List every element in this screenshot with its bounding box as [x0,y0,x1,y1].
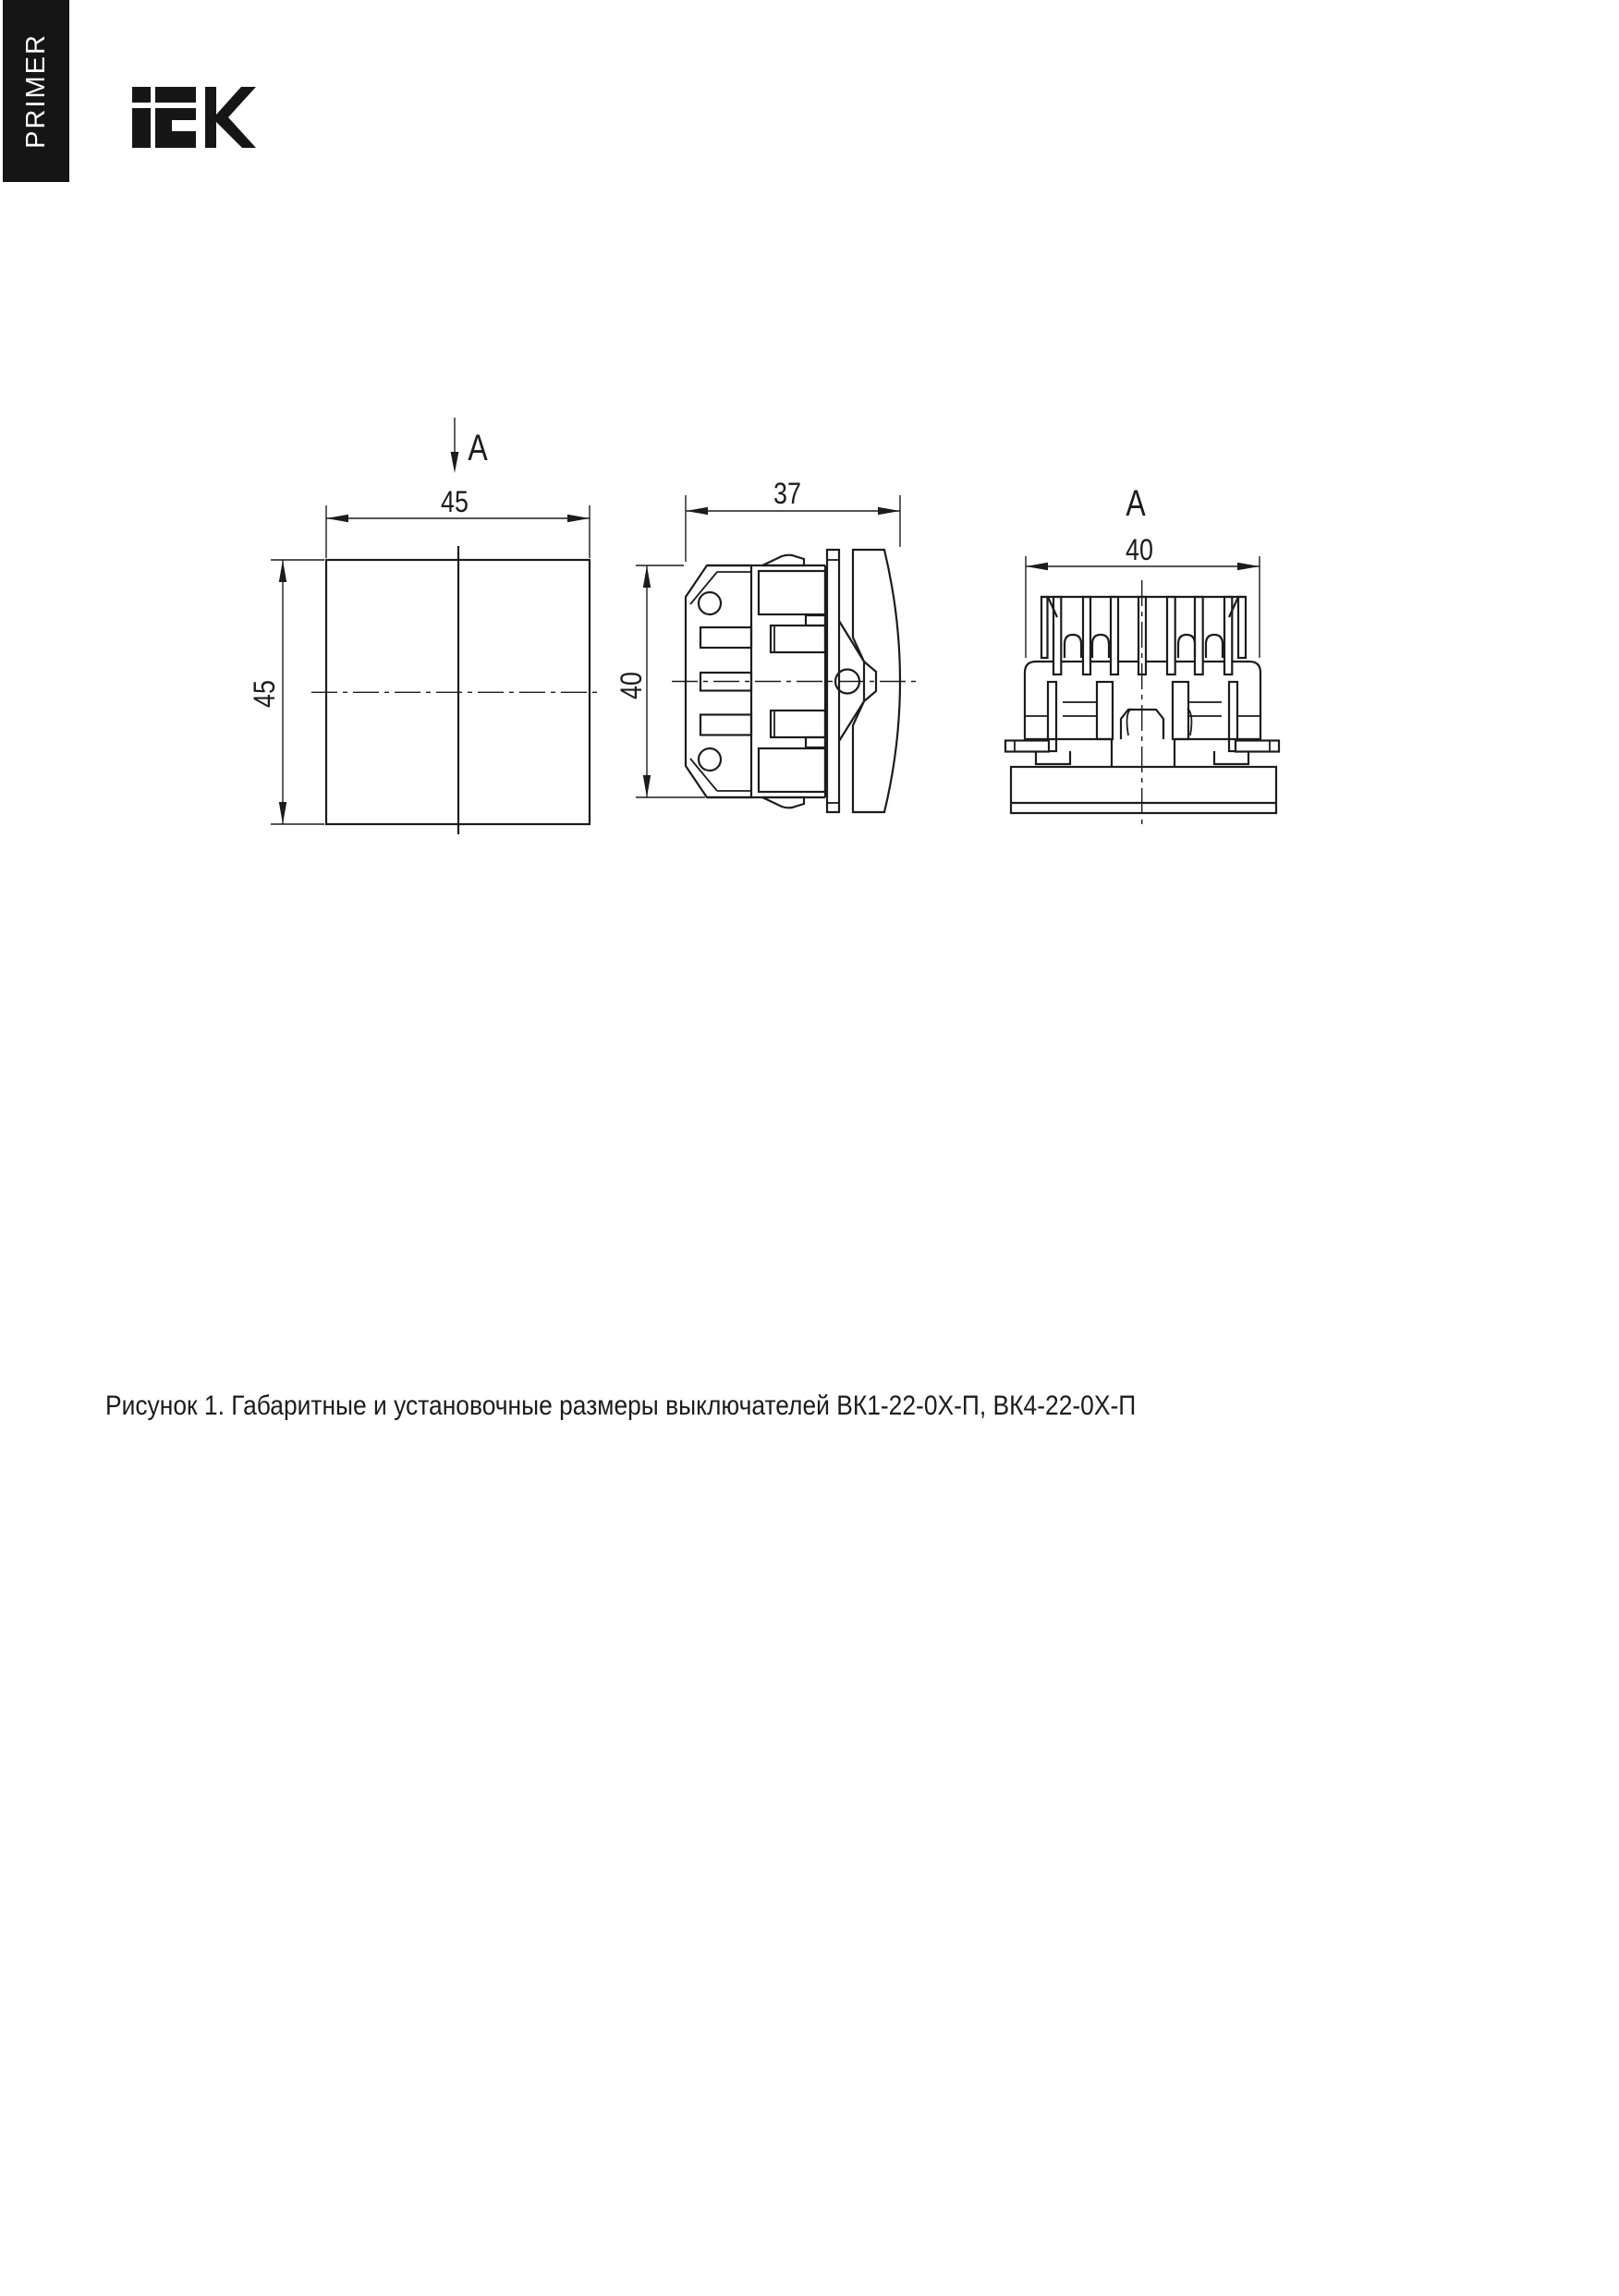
section-view-a [1005,482,1279,829]
front-view [249,418,599,834]
primer-sample-label: PRIMER [20,33,51,149]
dim-45-width-label: 45 [441,485,469,519]
figure-caption: Рисунок 1. Габаритные и установочные размеры выключателей ВК1-22-0Х-П, ВК4-22-0Х-П [105,1391,1137,1421]
side-view [615,478,916,812]
section-cut-label: A [468,426,488,468]
base-plate [1011,767,1276,813]
dim-40-height-label: 40 [615,672,649,699]
dim-40-width-label: 40 [1126,533,1153,567]
side-tab-right [1236,741,1279,752]
screw-hole-top [699,592,721,614]
screw-hole-bottom [699,748,721,771]
view-a-label: A [1126,481,1146,524]
side-tab-left [1005,741,1049,752]
dim-37-width-label: 37 [773,477,801,511]
dim-45-height-label: 45 [248,680,282,708]
section-arrow-head [451,452,459,473]
